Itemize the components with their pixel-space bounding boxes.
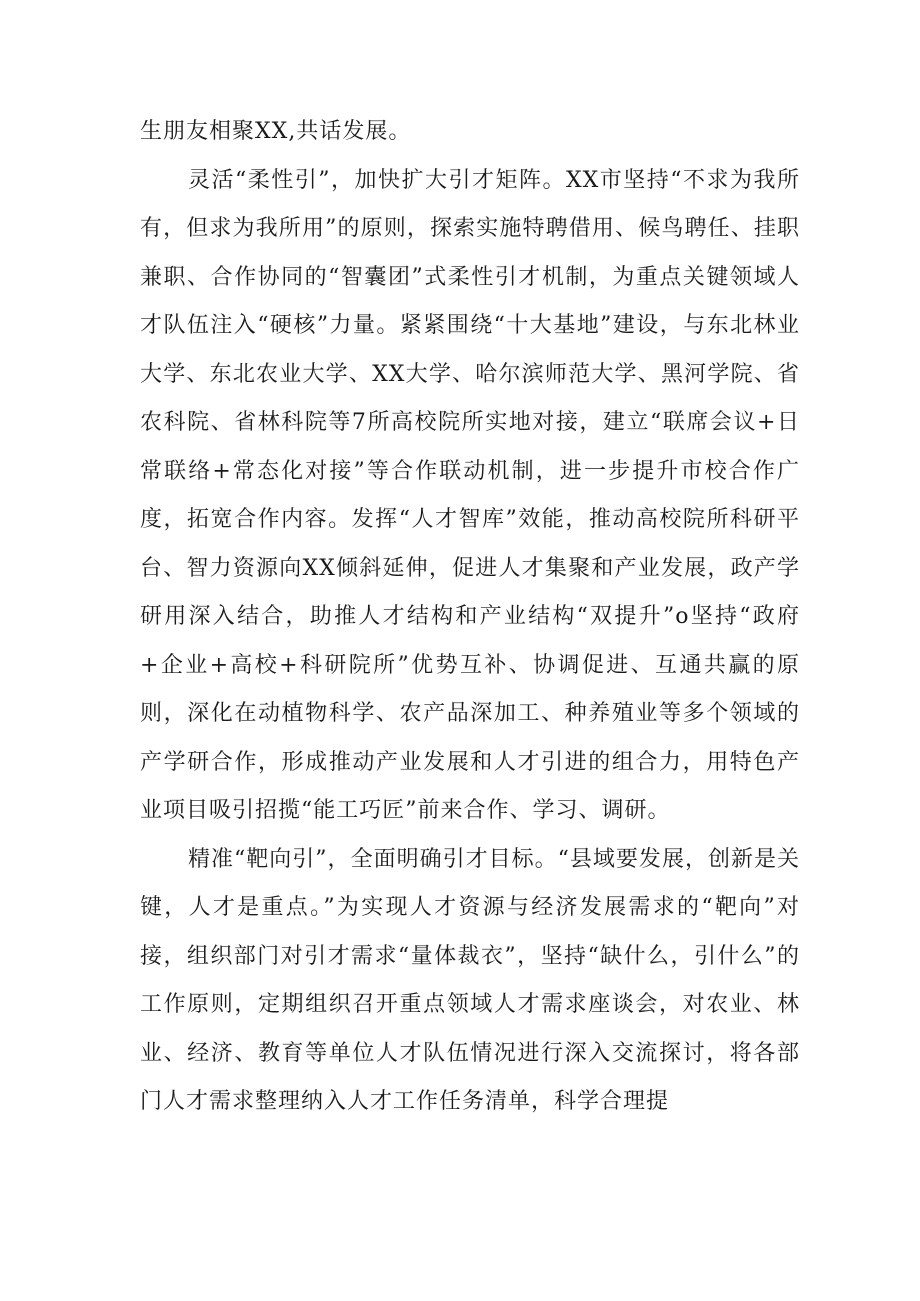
paragraph-continuation: 生朋友相聚XX,共话发展。: [140, 119, 412, 144]
paragraph-flexible-talent: 灵活“柔性引”，加快扩大引才矩阵。XX市坚持“不求为我所有，但求为我所用”的原则，探索实施特聘借用、候鸟聘任、挂职兼职、合作协同的“智囊团”式柔性引才机制，为重点关键领域人才队伍注入“硬核”力量。紧紧围绕“十大基地”建设，与东北林业大学、东北农业大学、XX大学、哈尔滨师范大学、黑河学院、省农科院、省林科院等7所高校院所实地对接，建立“联席会议+日常联络+常态化对接”等合作联动机制，进一步提升市校合作广度，拓宽合作内容。发挥“人才智库”效能，推动高校院所科研平台、智力资源向XX倾斜延伸，促进人才集聚和产业发展，政产学研用深入结合，助推人才结构和产业结构“双提升”o坚持“政府+企业+高校+科研院所”优势互补、协调促进、互通共赢的原则，深化在动植物科学、农产品深加工、种养殖业等多个领域的产学研合作，形成推动产业发展和人才引进的组合力，用特色产业项目吸引招揽“能工巧匠”前来合作、学习、调研。: [140, 167, 800, 823]
document-body: [140, 108, 800, 1127]
paragraph-targeted-talent: 精准“靶向引”，全面明确引才目标。“县域要发展，创新是关键，人才是重点。”为实现人才资源与经济发展需求的“靶向”对接，组织部门对引才需求“量体裁衣”，坚持“缺什么，引什么”的工作原则，定期组织召开重点领域人才需求座谈会，对农业、林业、经济、教育等单位人才队伍情况进行深入交流探讨，将各部门人才需求整理纳入人才工作任务清单，科学合理提: [140, 846, 800, 1114]
